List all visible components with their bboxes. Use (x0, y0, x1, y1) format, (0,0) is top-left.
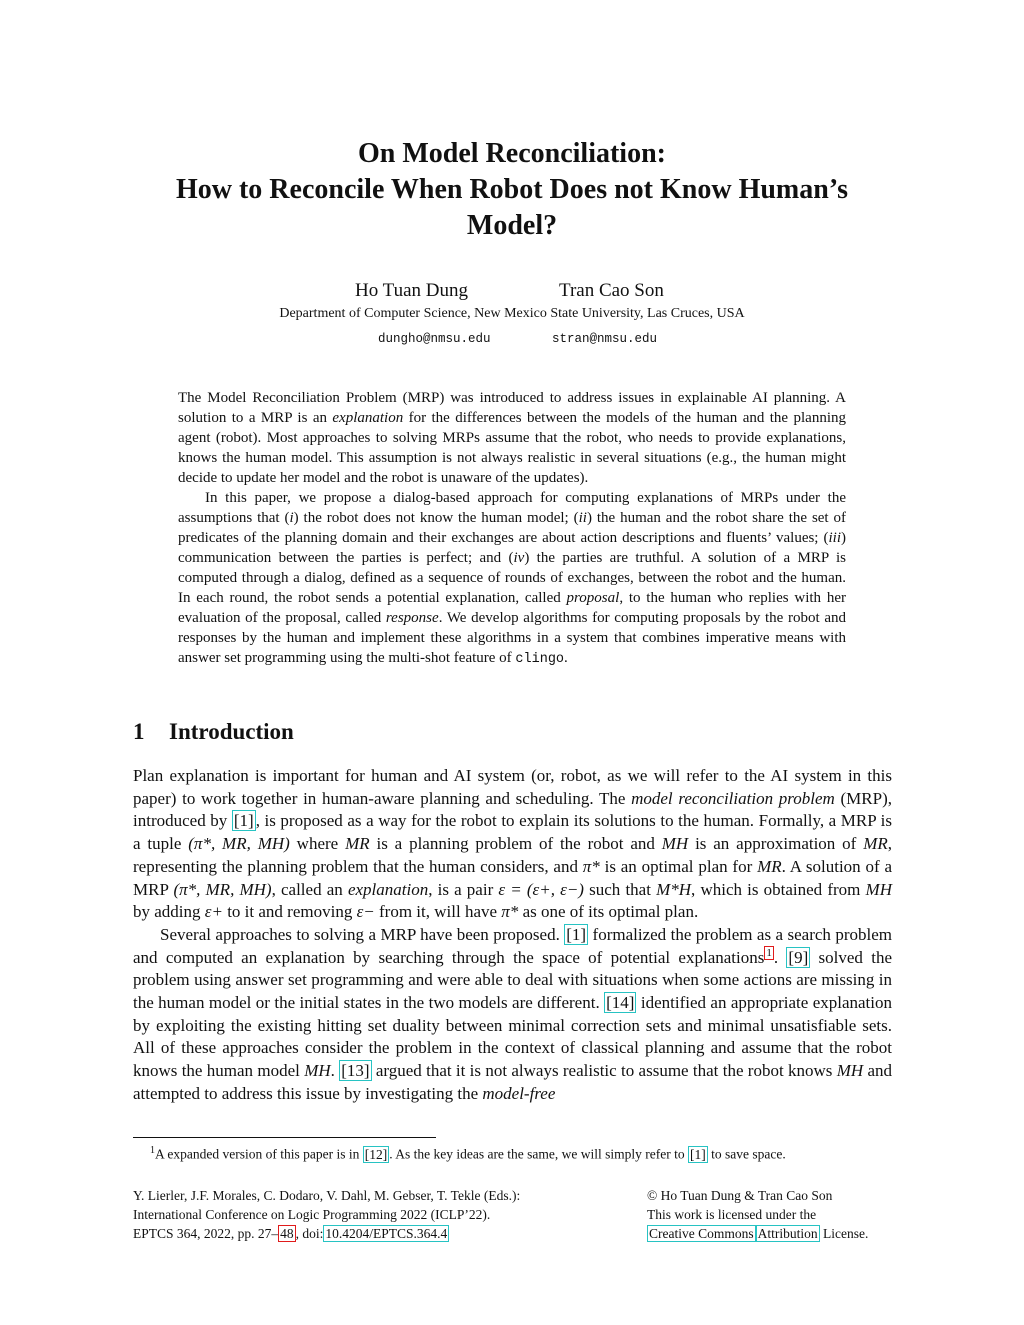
email-1: dungho@nmsu.edu (378, 332, 491, 346)
citation-link[interactable]: [1] (566, 924, 587, 944)
introduction-body (133, 765, 892, 1106)
abstract (178, 388, 846, 670)
doi-link[interactable]: 10.4204/EPTCS.364.4 (325, 1226, 448, 1241)
citation-link[interactable]: [14] (606, 993, 635, 1013)
title-line-3: Model? (466, 210, 558, 241)
citation-link[interactable]: [1] (690, 1146, 706, 1162)
abstract-paragraph-2: In this paper, we propose a dialog-based approach for computing explanations of MRPs under the assumptions that (i) the robot does not know the human model; (ii) the human and the robot share the set of predicates of the planning domain and their exchanges are about action descriptions and fluents’ values; (iii) communication between the parties is perfect; and (iv) the parties are truthful. A solution of a MRP is computed through a dialog, defined as a sequence of rounds of exchanges, between the robot and the human. In each round, the robot sends a potential explanation, called proposal, to the human who replies with her evaluation of the proposal, called response. We develop algorithms for computing proposals by the robot and responses by the human and implement these algorithms in a system that combines imperative means with answer set programming using the multi-shot feature of clingo. (178, 490, 847, 667)
intro-paragraph-2: Several approaches to solving a MRP have been proposed. [1] formalized the problem as a search problem and computed an explanation by searching through the space of potential explanations $^1$ . [9] solved the problem using answer set programming and were able to deal with situations when some actions are missing in the human model or the initial states in the two models are different. [14] identified an appropriate explanation by exploiting the existing hitting set duality between minimal correction sets and minimal unsatisfiable sets. All of these approaches consider the problem in the context of classical planning and assume that the robot knows the human model MH. [13] argued that it is not always realistic to assume that the robot knows MH and attempted to address this issue by investigating the model-free (133, 924, 893, 1103)
citation-link[interactable]: [1] (233, 811, 254, 831)
intro-paragraph-1: Plan explanation is important for human and AI system (or, robot, as we will refer to the AI system in this paper) to work together in human-aware planning and scheduling. The model reconciliation problem (MRP), introduced by [1] , is proposed as a way for the robot to explain its solutions to the human. Formally, a MRP is a tuple (π*, MR, MH) where MR is a planning problem of the robot and MH is an approximation of MR, representing the planning problem that the human considers, and π* is an optimal plan for MR. A solution of a MRP (π*, MR, MH), called an explanation, is a pair ε = (ε+, ε−) such that M*H, which is obtained from MH by adding ε+ to it and removing ε− from it, will have π* as one of its optimal plan. (133, 766, 892, 922)
citation-link[interactable]: [12] (364, 1146, 388, 1162)
title-line-1: On Model Reconciliation: (358, 138, 666, 169)
section-heading (133, 719, 294, 745)
author-1: Ho Tuan Dung (355, 280, 468, 301)
footnote-divider (133, 1137, 436, 1138)
abstract-paragraph-1: The Model Reconciliation Problem (MRP) was introduced to address issues in explainable AI planning. A solution to a MRP is an explanation for the differences between the models of the human and the planning agent (robot). Most approaches to solving MRPs assume that the robot, who needs to provide explanations, knows the human model. This assumption is not always realistic in several situations (e.g., the human might decide to update her model and the robot is unaware of the updates). (178, 390, 846, 486)
editors-line: Y. Lierler, J.F. Morales, C. Dodaro, V. Dahl, M. Gebser, T. Tekle (Eds.): (133, 1188, 521, 1203)
license-info (647, 1186, 868, 1243)
publication-info (133, 1186, 520, 1243)
paper-title (100, 136, 924, 244)
title-line-2: How to Reconcile When Robot Does not Know Human’s (175, 174, 848, 205)
eptcs-line: EPTCS 364, 2022, pp. 27– 48 , doi: 10.4204/EPTCS.364.4 (133, 1226, 448, 1241)
creative-commons-link[interactable]: Creative Commons (649, 1226, 754, 1241)
email-2: stran@nmsu.edu (552, 332, 658, 346)
affiliation: Department of Computer Science, New Mexico State University, Las Cruces, USA (279, 306, 745, 321)
citation-link[interactable]: [13] (341, 1061, 370, 1081)
citation-link[interactable]: [9] (788, 947, 809, 967)
attribution-link[interactable]: Attribution (757, 1226, 818, 1241)
author-2: Tran Cao Son (559, 280, 664, 301)
conference-line: International Conference on Logic Programming 2022 (ICLP’22). (133, 1207, 491, 1222)
section-number: 1 (133, 719, 145, 744)
license-link-line: Creative Commons Attribution License. (649, 1226, 869, 1241)
footnote-mark: 1 (150, 1145, 155, 1156)
page-link[interactable]: 48 (280, 1226, 294, 1241)
footnote-link[interactable]: 1 (766, 946, 772, 959)
copyright-line: © Ho Tuan Dung & Tran Cao Son (647, 1188, 833, 1203)
section-title: Introduction (169, 719, 294, 744)
footnote: $^1$A expanded version of this paper is in [12] . As the key ideas are the same, we will simply refer to [1] to save space. (150, 1145, 786, 1162)
license-line: This work is licensed under the (647, 1207, 817, 1222)
